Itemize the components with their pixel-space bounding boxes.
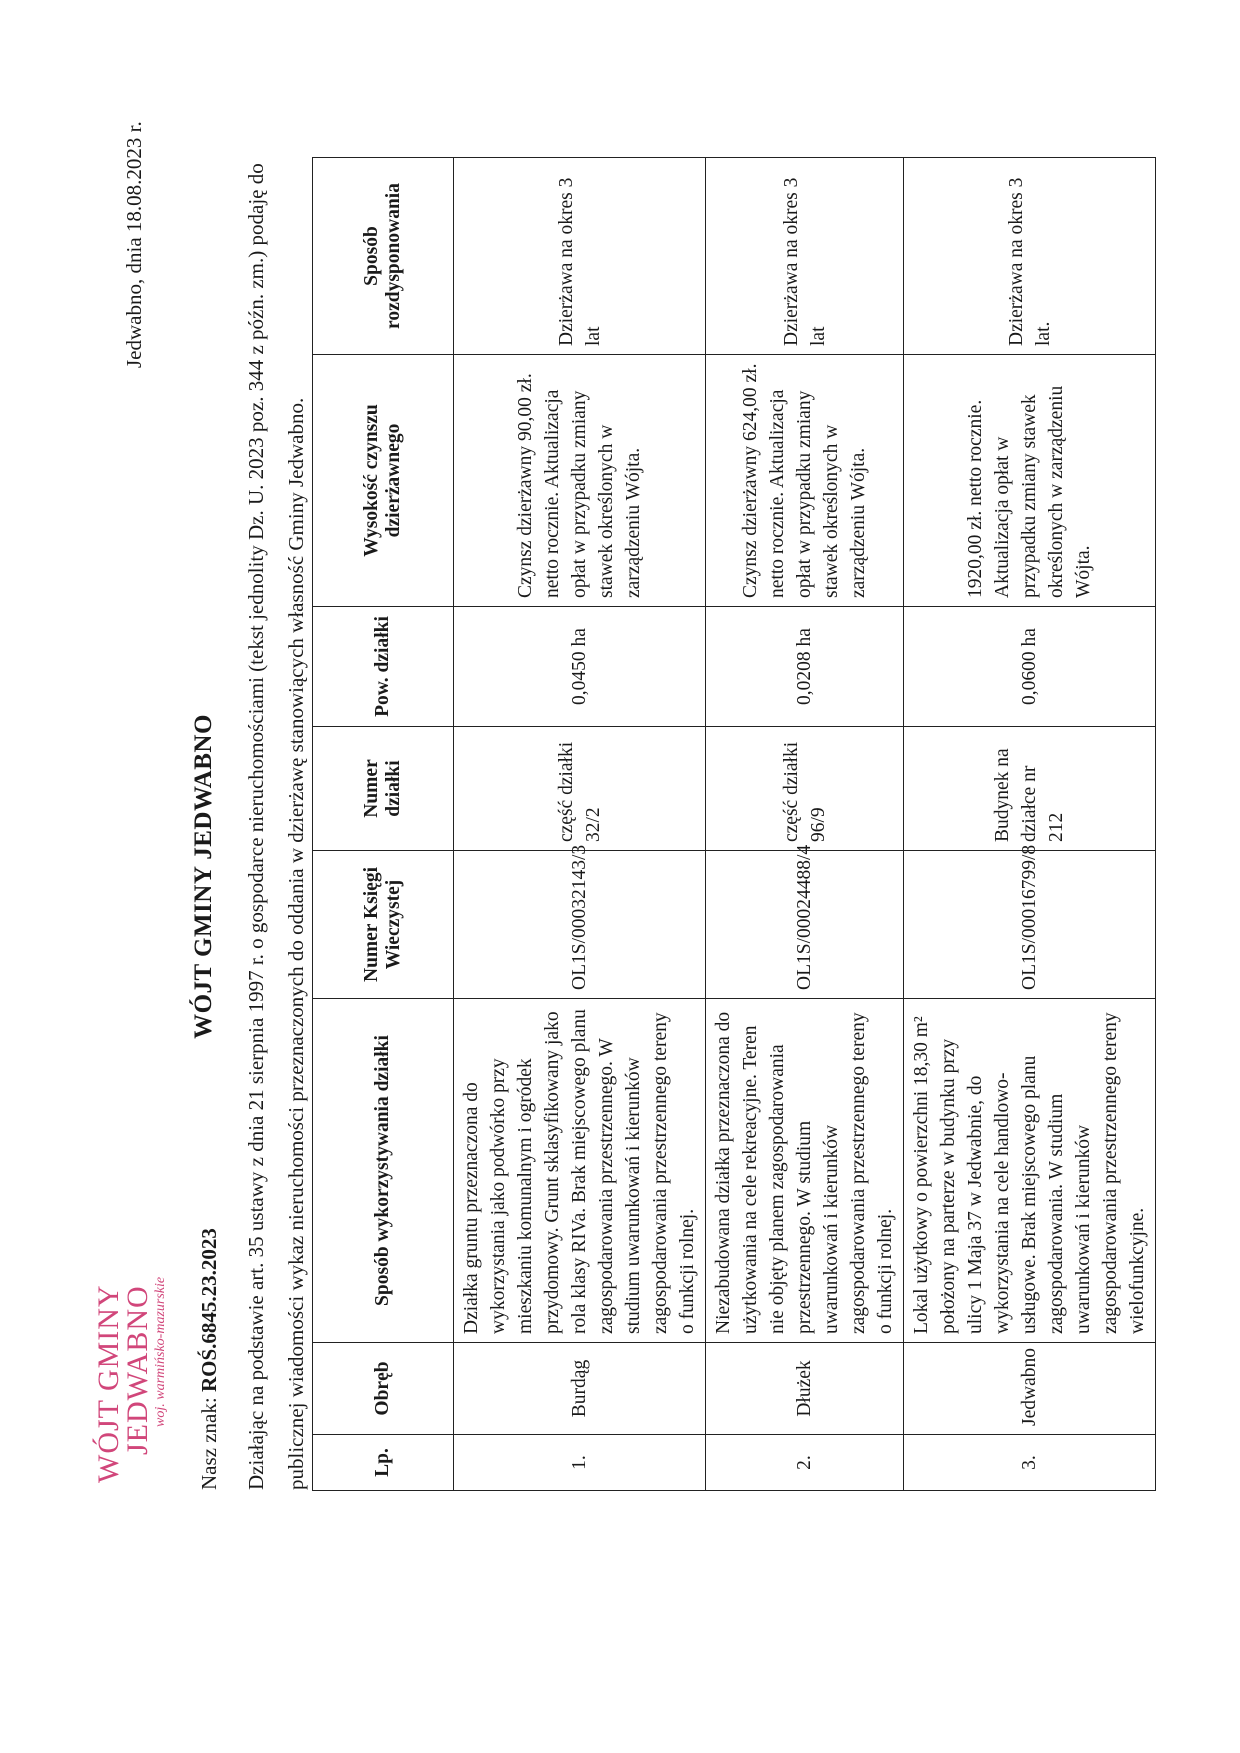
table-row bbox=[706, 158, 904, 1491]
cell-lp: 2. bbox=[706, 1435, 904, 1491]
reference-number bbox=[197, 1228, 222, 1490]
office-stamp bbox=[92, 1183, 168, 1483]
cell-czynsz: 1920,00 zł. netto rocznie. Aktualizacja opłat w przypadku zmiany stawek określonych w zarządzeniu Wójta. bbox=[904, 355, 1156, 607]
cell-numer: Budynek na działce nr 212 bbox=[904, 727, 1156, 851]
cell-obreb: Jedwabno bbox=[904, 1343, 1156, 1435]
cell-rozdysp: Dzierżawa na okres 3 lat bbox=[454, 158, 706, 355]
header-numer: Numer działki bbox=[313, 727, 454, 851]
cell-lp: 3. bbox=[904, 1435, 1156, 1491]
stamp-line-1: WÓJT GMINY bbox=[92, 1284, 125, 1483]
cell-sposob: Niezabudowana działka przeznaczona do użytkowania na cele rekreacyjne. Teren nie objęty planem zagospodarowania przestrzennego. W studium uwarunkowań i kierunków zagospodarowania przestrzennego tereny o funkcji rolnej. bbox=[706, 999, 904, 1343]
cell-numer: część działki 32/2 bbox=[454, 727, 706, 851]
cell-ksiega: OL1S/00024488/4 bbox=[706, 851, 904, 999]
cell-czynsz: Czynsz dzierżawny 90,00 zł. netto rocznie. Aktualizacja opłat w przypadku zmiany stawek określonych w zarządzeniu Wójta. bbox=[454, 355, 706, 607]
table-row bbox=[904, 158, 1156, 1491]
cell-rozdysp: Dzierżawa na okres 3 lat bbox=[706, 158, 904, 355]
cell-rozdysp: Dzierżawa na okres 3 lat. bbox=[904, 158, 1156, 355]
cell-lp: 1. bbox=[454, 1435, 706, 1491]
header-pow: Pow. działki bbox=[313, 607, 454, 727]
reference-value: ROŚ.6845.23.2023 bbox=[197, 1228, 221, 1393]
header-czynsz: Wysokość czynszu dzierżawnego bbox=[313, 355, 454, 607]
cell-pow: 0,0208 ha bbox=[706, 607, 904, 727]
cell-ksiega: OL1S/00016799/8 bbox=[904, 851, 1156, 999]
stamp-line-2: JEDWABNO bbox=[120, 1285, 154, 1455]
cell-ksiega: OL1S/00032143/3 bbox=[454, 851, 706, 999]
stamp-line-3: woj. warmińsko-mazurskie bbox=[153, 1276, 168, 1427]
cell-numer: część działki 96/9 bbox=[706, 727, 904, 851]
header-rozdysp: Sposób rozdysponowania bbox=[313, 158, 454, 355]
place-date: Jedwabno, dnia 18.08.2023 r. bbox=[122, 121, 146, 368]
header-sposob: Sposób wykorzystywania działki bbox=[313, 999, 454, 1343]
table-header-row bbox=[313, 158, 454, 1491]
cell-czynsz: Czynsz dzierżawny 624,00 zł. netto rocznie. Aktualizacja opłat w przypadku zmiany stawek określonych w zarządzeniu Wójta. bbox=[706, 355, 904, 607]
cell-pow: 0,0450 ha bbox=[454, 607, 706, 727]
header-lp: Lp. bbox=[313, 1435, 454, 1491]
header-ksiega: Numer Księgi Wieczystej bbox=[313, 851, 454, 999]
cell-sposob: Lokal użytkowy o powierzchni 18,30 m² położony na parterze w budynku przy ulicy 1 Maja 37 w Jedwabnie, do wykorzystania na cele handlowo-usługowe. Brak miejscowego planu zagospodarowania. W studium uwarunkowań i kierunków zagospodarowania przestrzennego tereny wielofunkcyjne. bbox=[904, 999, 1156, 1343]
intro-paragraph: Działając na podstawie art. 35 ustawy z dnia 21 sierpnia 1997 r. o gospodarce nieruchomościami (tekst jednolity Dz. U. 2023 poz. 344 z późn. zm.) podaję do publicznej wiadomości wykaz nieruchomości przeznaczonych do oddania w dzierżawę stanowiących własność Gminy Jedwabno. bbox=[244, 163, 308, 1490]
cell-pow: 0,0600 ha bbox=[904, 607, 1156, 727]
property-table bbox=[312, 157, 1156, 1491]
table-row bbox=[454, 158, 706, 1491]
page-title: WÓJT GMINY JEDWABNO bbox=[190, 714, 217, 1039]
reference-label: Nasz znak: bbox=[197, 1392, 221, 1490]
cell-obreb: Dłużek bbox=[706, 1343, 904, 1435]
cell-obreb: Burdąg bbox=[454, 1343, 706, 1435]
cell-sposob: Działka gruntu przeznaczona do wykorzystania jako podwórko przy mieszkaniu komunalnym i ogródek przydomowy. Grunt sklasyfikowany jako rola klasy RIVa. Brak miejscowego planu zagospodarowania przestrzennego. W studium uwarunkowań i kierunków zagospodarowania przestrzennego tereny o funkcji rolnej. bbox=[454, 999, 706, 1343]
header-obreb: Obręb bbox=[313, 1343, 454, 1435]
